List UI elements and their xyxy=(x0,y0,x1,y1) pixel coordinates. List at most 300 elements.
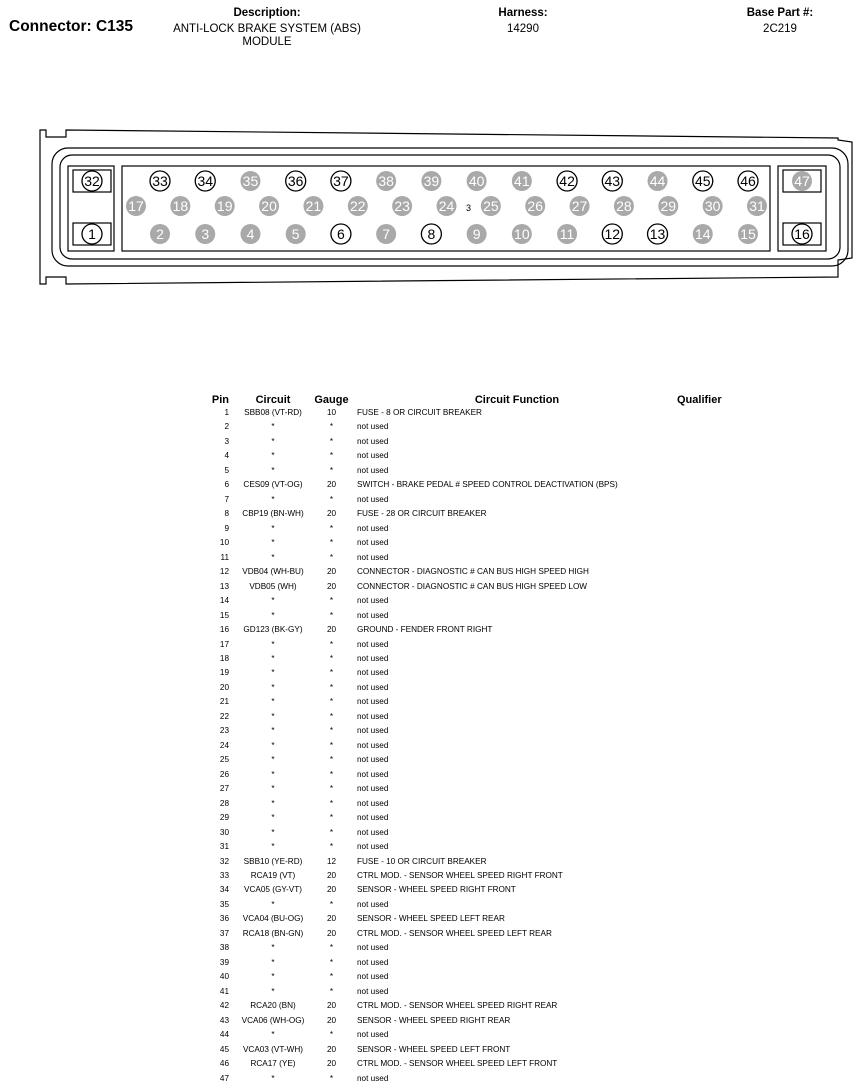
row-function: FUSE - 28 OR CIRCUIT BREAKER xyxy=(357,509,487,519)
row-function: not used xyxy=(357,842,389,852)
row-qualifier xyxy=(677,782,767,796)
row-pin: 32 xyxy=(219,856,229,866)
row-pin: 39 xyxy=(219,957,229,967)
row-pin: 22 xyxy=(219,711,229,721)
row-function: not used xyxy=(357,943,389,953)
row-pin: 3 xyxy=(224,436,229,446)
row-gauge: * xyxy=(329,610,334,620)
row-qualifier xyxy=(677,536,767,550)
pin-label: 35 xyxy=(242,173,259,189)
pin-1 xyxy=(73,223,111,245)
row-gauge: * xyxy=(329,451,334,461)
pin-label: 39 xyxy=(423,173,440,189)
row-circuit: VDB05 (WH) xyxy=(249,581,297,591)
row-circuit: SBB08 (VT-RD) xyxy=(244,408,302,417)
row-pin: 35 xyxy=(219,899,229,909)
row-function: not used xyxy=(357,653,389,663)
pin-label: 47 xyxy=(794,173,810,189)
row-function: not used xyxy=(357,596,389,606)
row-qualifier xyxy=(677,1014,767,1028)
row-function: not used xyxy=(357,798,389,808)
row-circuit: * xyxy=(271,523,275,533)
row-circuit: * xyxy=(271,668,275,678)
pin-label: 9 xyxy=(472,226,481,242)
description-block xyxy=(160,7,374,49)
pin-label: 20 xyxy=(261,198,277,214)
pin-32 xyxy=(73,170,111,192)
row-circuit: * xyxy=(271,552,275,562)
table-row xyxy=(205,941,767,955)
table-row xyxy=(205,638,767,652)
row-pin: 7 xyxy=(224,494,229,504)
pin-3 xyxy=(195,224,215,244)
pin-15 xyxy=(738,224,758,244)
table-row xyxy=(205,782,767,796)
row-pin: 46 xyxy=(219,1059,229,1069)
row-circuit: * xyxy=(271,653,275,663)
pin-label: 7 xyxy=(382,226,391,242)
row-qualifier xyxy=(677,1072,767,1086)
row-gauge: 20 xyxy=(326,928,337,938)
row-pin: 21 xyxy=(219,697,229,707)
row-pin: 16 xyxy=(219,625,229,635)
pin-label: 1 xyxy=(88,226,96,242)
row-gauge: * xyxy=(329,596,334,606)
row-function: not used xyxy=(357,784,389,794)
row-pin: 43 xyxy=(219,1015,229,1025)
pin-8 xyxy=(421,224,441,244)
table-body xyxy=(205,406,767,1086)
row-circuit: * xyxy=(271,986,275,996)
pin-label: 2 xyxy=(156,226,164,242)
row-qualifier xyxy=(677,1057,767,1071)
row-pin: 2 xyxy=(224,422,229,432)
pin-label: 42 xyxy=(559,173,575,189)
pin-44 xyxy=(648,171,668,191)
pin-label: 12 xyxy=(604,226,621,242)
pin-36 xyxy=(286,171,306,191)
table-row xyxy=(205,768,767,782)
row-circuit: * xyxy=(271,943,275,953)
row-qualifier xyxy=(677,797,767,811)
table-row xyxy=(205,623,767,637)
row-pin: 6 xyxy=(224,480,229,490)
pin-6 xyxy=(331,224,351,244)
row-function: not used xyxy=(357,726,389,736)
row-circuit: * xyxy=(271,827,275,837)
pin-label: 45 xyxy=(694,173,711,189)
row-gauge: * xyxy=(329,943,334,953)
pin-label: 13 xyxy=(649,226,666,242)
row-function: FUSE - 10 OR CIRCUIT BREAKER xyxy=(357,856,487,866)
row-qualifier xyxy=(677,768,767,782)
pin-10 xyxy=(512,224,532,244)
pin-label: 24 xyxy=(438,198,455,214)
row-qualifier xyxy=(677,449,767,463)
pin-25 xyxy=(481,196,501,216)
pin-45 xyxy=(693,171,713,191)
row-pin: 13 xyxy=(219,581,229,591)
row-function: not used xyxy=(357,538,389,548)
row-function: not used xyxy=(357,523,389,533)
table-row xyxy=(205,912,767,926)
table-row xyxy=(205,869,767,883)
row-qualifier xyxy=(677,941,767,955)
row-circuit: SBB10 (YE-RD) xyxy=(243,856,303,866)
table-row xyxy=(205,985,767,999)
pin-18 xyxy=(170,196,190,216)
table-row xyxy=(205,970,767,984)
pin-26 xyxy=(525,196,545,216)
pin-2 xyxy=(150,224,170,244)
row-gauge: * xyxy=(329,422,334,432)
row-pin: 14 xyxy=(219,596,229,606)
row-gauge: * xyxy=(329,639,334,649)
row-circuit: * xyxy=(271,972,275,982)
row-circuit: RCA17 (YE) xyxy=(250,1059,296,1069)
pin-22 xyxy=(348,196,368,216)
table-row xyxy=(205,493,767,507)
table-row xyxy=(205,724,767,738)
table-row xyxy=(205,999,767,1013)
row-pin: 1 xyxy=(224,408,229,417)
description-value: ANTI-LOCK BRAKE SYSTEM (ABS) MODULE xyxy=(173,23,361,48)
row-qualifier xyxy=(677,869,767,883)
row-circuit: * xyxy=(271,639,275,649)
row-circuit: * xyxy=(271,451,275,461)
row-gauge: * xyxy=(329,465,334,475)
row-function: not used xyxy=(357,957,389,967)
row-qualifier xyxy=(677,855,767,869)
row-gauge: * xyxy=(329,1030,334,1040)
pin-34 xyxy=(195,171,215,191)
row-pin: 15 xyxy=(219,610,229,620)
row-circuit: * xyxy=(271,1030,275,1040)
row-circuit: * xyxy=(271,436,275,446)
connector-face-diagram xyxy=(0,120,864,295)
row-pin: 31 xyxy=(219,842,229,852)
pin-13 xyxy=(648,224,668,244)
row-circuit: * xyxy=(271,726,275,736)
row-circuit: * xyxy=(271,422,275,432)
row-qualifier xyxy=(677,551,767,565)
row-pin: 9 xyxy=(224,523,229,533)
row-circuit: VDB04 (WH-BU) xyxy=(242,567,304,577)
pin-label: 33 xyxy=(152,173,168,189)
row-qualifier xyxy=(677,1043,767,1057)
row-circuit: * xyxy=(271,494,275,504)
pin-33 xyxy=(150,171,170,191)
row-qualifier xyxy=(677,695,767,709)
pin-label: 28 xyxy=(616,198,632,214)
row-gauge: * xyxy=(329,523,334,533)
row-function: not used xyxy=(357,494,389,504)
row-pin: 47 xyxy=(219,1073,229,1083)
row-function: not used xyxy=(357,769,389,779)
pin-38 xyxy=(376,171,396,191)
row-function: not used xyxy=(357,899,389,909)
pin-label: 29 xyxy=(660,198,677,214)
row-qualifier xyxy=(677,739,767,753)
table-row xyxy=(205,551,767,565)
row-function: not used xyxy=(357,1073,389,1083)
row-circuit: RCA18 (BN-GN) xyxy=(242,928,304,938)
row-gauge: * xyxy=(329,711,334,721)
pin-label: 14 xyxy=(694,226,711,242)
pin-16 xyxy=(783,223,821,245)
row-function: SENSOR - WHEEL SPEED RIGHT FRONT xyxy=(357,885,516,895)
row-circuit: * xyxy=(271,682,275,692)
row-gauge: * xyxy=(329,697,334,707)
pin-30 xyxy=(703,196,723,216)
row-circuit: * xyxy=(271,538,275,548)
row-qualifier xyxy=(677,1028,767,1042)
pin-label: 11 xyxy=(559,226,575,242)
row-circuit: VCA06 (WH-OG) xyxy=(241,1015,305,1025)
row-qualifier xyxy=(677,666,767,680)
table-row xyxy=(205,855,767,869)
table-row xyxy=(205,927,767,941)
row-gauge: * xyxy=(329,769,334,779)
row-qualifier xyxy=(677,594,767,608)
row-function: SENSOR - WHEEL SPEED RIGHT REAR xyxy=(357,1015,511,1025)
pin-39 xyxy=(421,171,441,191)
pin-37 xyxy=(331,171,351,191)
row-function: not used xyxy=(357,697,389,707)
row-gauge: * xyxy=(329,899,334,909)
row-circuit: * xyxy=(271,610,275,620)
row-pin: 4 xyxy=(224,451,229,461)
row-function: not used xyxy=(357,668,389,678)
table-row xyxy=(205,565,767,579)
row-qualifier xyxy=(677,811,767,825)
header-gauge: Gauge xyxy=(314,394,349,406)
pin-7 xyxy=(376,224,396,244)
row-circuit: * xyxy=(271,798,275,808)
pin-35 xyxy=(240,171,260,191)
row-qualifier xyxy=(677,681,767,695)
table-row xyxy=(205,681,767,695)
row-gauge: 20 xyxy=(326,1001,337,1011)
row-circuit: * xyxy=(271,899,275,909)
table-row xyxy=(205,956,767,970)
row-circuit: * xyxy=(271,769,275,779)
pin-28 xyxy=(614,196,634,216)
row-qualifier xyxy=(677,985,767,999)
row-function: not used xyxy=(357,451,389,461)
row-function: not used xyxy=(357,610,389,620)
row-gauge: * xyxy=(329,827,334,837)
row-function: not used xyxy=(357,682,389,692)
pin-layer xyxy=(73,170,821,245)
row-qualifier xyxy=(677,522,767,536)
pin-label: 44 xyxy=(649,173,666,189)
pin-47 xyxy=(783,170,821,192)
row-circuit: * xyxy=(271,697,275,707)
pin-label: 5 xyxy=(291,226,300,242)
header-pin: Pin xyxy=(211,394,229,406)
row-qualifier xyxy=(677,493,767,507)
pin-24 xyxy=(437,196,457,216)
row-gauge: * xyxy=(329,972,334,982)
pin-label: 31 xyxy=(749,198,765,214)
header-qualifier: Qualifier xyxy=(677,394,722,406)
row-circuit: * xyxy=(271,740,275,750)
row-gauge: 20 xyxy=(326,1059,337,1069)
row-gauge: * xyxy=(329,986,334,996)
row-pin: 37 xyxy=(219,928,229,938)
base-part-label: Base Part #: xyxy=(746,7,814,19)
row-pin: 17 xyxy=(219,639,229,649)
pin-5 xyxy=(286,224,306,244)
row-circuit: GD123 (BK-GY) xyxy=(243,625,303,635)
pin-11 xyxy=(557,224,577,244)
row-circuit: RCA20 (BN) xyxy=(250,1001,296,1011)
row-function: CTRL MOD. - SENSOR WHEEL SPEED LEFT REAR xyxy=(357,928,552,938)
pin-label: 16 xyxy=(794,226,810,242)
row-qualifier xyxy=(677,927,767,941)
table-row xyxy=(205,840,767,854)
row-gauge: * xyxy=(329,798,334,808)
row-pin: 29 xyxy=(219,813,229,823)
row-gauge: * xyxy=(329,957,334,967)
pin-label: 17 xyxy=(128,198,144,214)
row-qualifier xyxy=(677,753,767,767)
table-row xyxy=(205,507,767,521)
row-qualifier xyxy=(677,507,767,521)
row-pin: 26 xyxy=(219,769,229,779)
pin-29 xyxy=(658,196,678,216)
pin-label: 18 xyxy=(172,198,189,214)
row-pin: 41 xyxy=(219,986,229,996)
pin-42 xyxy=(557,171,577,191)
row-pin: 10 xyxy=(219,538,229,548)
harness-block xyxy=(470,7,576,36)
pin-label: 46 xyxy=(740,173,756,189)
table-row xyxy=(205,1043,767,1057)
pin-4 xyxy=(240,224,260,244)
row-gauge: * xyxy=(329,668,334,678)
row-pin: 30 xyxy=(219,827,229,837)
row-gauge: 20 xyxy=(326,509,337,519)
table-row xyxy=(205,594,767,608)
table-row xyxy=(205,1072,767,1086)
harness-value: 14290 xyxy=(507,23,539,35)
pin-19 xyxy=(215,196,235,216)
table-row xyxy=(205,1014,767,1028)
pin-40 xyxy=(467,171,487,191)
pin-label: 36 xyxy=(287,173,304,189)
row-qualifier xyxy=(677,999,767,1013)
row-qualifier xyxy=(677,652,767,666)
row-circuit: * xyxy=(271,813,275,823)
row-circuit: VCA03 (VT-WH) xyxy=(242,1044,304,1054)
row-function: not used xyxy=(357,552,389,562)
row-gauge: 20 xyxy=(326,871,337,880)
row-qualifier xyxy=(677,406,767,420)
base-part-value: 2C219 xyxy=(763,23,797,35)
table-row xyxy=(205,652,767,666)
table-row xyxy=(205,536,767,550)
table-row xyxy=(205,883,767,897)
harness-label: Harness: xyxy=(498,7,548,19)
row-circuit: * xyxy=(271,842,275,852)
row-qualifier xyxy=(677,478,767,492)
row-pin: 11 xyxy=(220,552,229,562)
row-function: CTRL MOD. - SENSOR WHEEL SPEED RIGHT REAR xyxy=(357,1001,558,1011)
row-qualifier xyxy=(677,623,767,637)
pin-12 xyxy=(602,224,622,244)
table-row xyxy=(205,898,767,912)
row-function: not used xyxy=(357,465,389,475)
row-function: CONNECTOR - DIAGNOSTIC # CAN BUS HIGH SPEED HIGH xyxy=(357,567,589,577)
row-gauge: * xyxy=(329,538,334,548)
table-row xyxy=(205,522,767,536)
pin-27 xyxy=(570,196,590,216)
row-function: not used xyxy=(357,1030,389,1040)
table-row xyxy=(205,464,767,478)
table-row xyxy=(205,739,767,753)
row-function: not used xyxy=(357,711,389,721)
row-circuit: * xyxy=(271,1073,275,1083)
table-row xyxy=(205,666,767,680)
header-circuit: Circuit xyxy=(255,394,291,406)
row-pin: 27 xyxy=(219,784,229,794)
table-row xyxy=(205,811,767,825)
table-row xyxy=(205,710,767,724)
row-pin: 5 xyxy=(224,465,229,475)
pin-label: 15 xyxy=(740,226,756,242)
table-row xyxy=(205,406,767,420)
table-row xyxy=(205,1028,767,1042)
pin-9 xyxy=(467,224,487,244)
row-pin: 34 xyxy=(219,885,229,895)
table-row xyxy=(205,580,767,594)
row-pin: 25 xyxy=(219,755,229,765)
table-row xyxy=(205,609,767,623)
row-qualifier xyxy=(677,420,767,434)
row-qualifier xyxy=(677,912,767,926)
table-row xyxy=(205,420,767,434)
row-function: CTRL MOD. - SENSOR WHEEL SPEED LEFT FRONT xyxy=(357,1059,558,1069)
row-gauge: 20 xyxy=(326,1015,337,1025)
pin-21 xyxy=(303,196,323,216)
pin-label: 38 xyxy=(378,173,394,189)
row-function: GROUND - FENDER FRONT RIGHT xyxy=(357,625,493,635)
pin-label: 43 xyxy=(604,173,621,189)
row-qualifier xyxy=(677,435,767,449)
row-qualifier xyxy=(677,898,767,912)
pin-label: 21 xyxy=(305,198,322,214)
pin-46 xyxy=(738,171,758,191)
center-marker: 3 xyxy=(466,203,472,213)
pin-label: 34 xyxy=(197,173,214,189)
row-function: not used xyxy=(357,813,389,823)
row-pin: 12 xyxy=(219,567,229,577)
row-qualifier xyxy=(677,565,767,579)
pin-label: 4 xyxy=(246,226,255,242)
row-circuit: * xyxy=(271,596,275,606)
table-row xyxy=(205,695,767,709)
row-circuit: RCA19 (VT) xyxy=(250,871,296,880)
row-pin: 8 xyxy=(224,509,229,519)
row-function: not used xyxy=(357,436,389,446)
pin-label: 41 xyxy=(514,173,530,189)
row-qualifier xyxy=(677,883,767,897)
pin-31 xyxy=(747,196,767,216)
table-header-row xyxy=(205,392,767,406)
pin-label: 30 xyxy=(704,198,721,214)
